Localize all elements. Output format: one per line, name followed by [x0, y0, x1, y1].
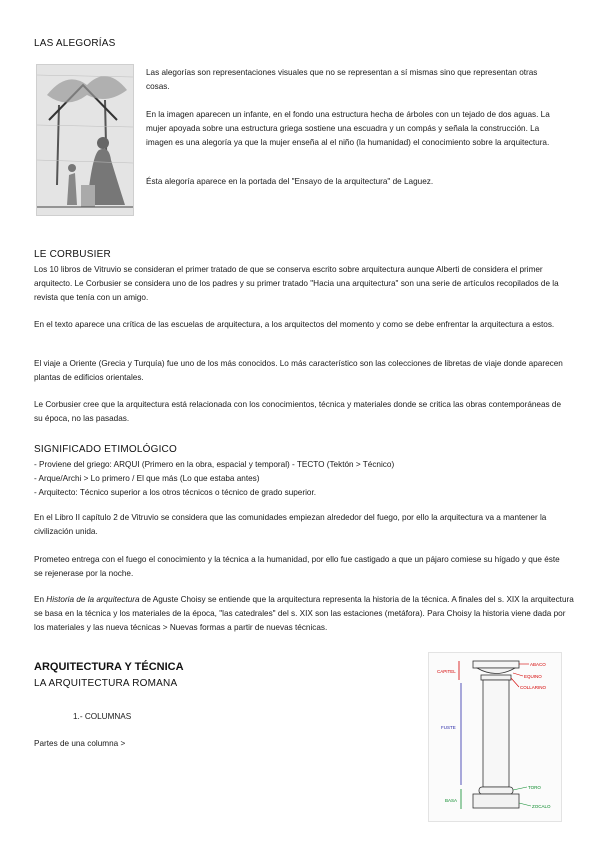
collarino-label: COLLARINO [520, 685, 547, 690]
column-parts-diagram [428, 652, 562, 822]
list-item-columnas: 1.- COLUMNAS [73, 712, 132, 721]
abaco-label: ABACO [530, 662, 546, 667]
heading-arquitectura-tecnica: ARQUITECTURA Y TÉCNICA [34, 661, 184, 673]
paragraph-choisy-rest: de Aguste Choisy se entiende que la arquitectura representa la historia de la técnica. A finales del s. XIX la arquitectura se basa en la técnica y los materiales de la época, "las catedrales" del s. XIX son las estaciones (metáfora). Para Choisy la historia viene dada por los materiales y las nueva técnicas > Nuevas formas a partir de nuevas técnicas. [34, 595, 574, 632]
heading-le-corbusier: LE CORBUSIER [34, 249, 111, 260]
paragraph-alegorias-3: Ésta alegoría aparece en la portada del "Ensayo de la arquitectura" de Laguez. [146, 177, 434, 186]
list-item: - Arquitecto: Técnico superior a los otros técnicos o técnico de grado superior. [34, 487, 317, 497]
paragraph-corbusier-3: El viaje a Oriente (Grecia y Turquía) fue uno de los más conocidos. Lo más característico son las colecciones de libretas de viaje donde aparecen plantas de edificios orientales. [34, 359, 563, 382]
fuste-label: FUSTE [441, 725, 456, 730]
heading-alegorias: LAS ALEGORÍAS [34, 38, 116, 49]
list-item: - Proviene del griego: ARQUI (Primero en la obra, espacial y temporal) - TECTO (Tektón > Técnico) [34, 460, 395, 469]
etymology-list [34, 458, 574, 499]
paragraph-corbusier-1: Los 10 libros de Vitruvio se consideran el primer tratado de que se conserva escrito sobre arquitectura aunque Alberti de considera el primer arquitecto. Le Corbusier se considera uno de los padres y su primer tratado "Hacia una arquitectura" son una serie de artículos recopilados de la revista que tenía con un amigo. [34, 265, 559, 302]
heading-significado-etimologico: SIGNIFICADO ETIMOLÓGICO [34, 444, 177, 455]
list-item: - Arque/Archi > Lo primero / El que más (Lo que estaba antes) [34, 473, 260, 483]
paragraph-vitruvio-fuego: En el Libro II capítulo 2 de Vitruvio se considera que las comunidades empiezan alrededor del fuego, por ello la arquitectura va a mantener la civilización unida. [34, 513, 547, 536]
subheading-arquitectura-romana: LA ARQUITECTURA ROMANA [34, 678, 178, 689]
basa-label: BASA [445, 798, 458, 803]
paragraph-prometeo: Prometeo entrega con el fuego el conocimiento y la técnica a la humanidad, por ello fue castigado a que un pájaro comiese su hígado y que éste se rejenerase por la noche. [34, 555, 560, 578]
book-title: Historia de la arquitectura [46, 595, 140, 604]
paragraph-corbusier-2: En el texto aparece una crítica de las escuelas de arquitectura, a los arquitectos del momento y como se debe enfrentar la arquitectura a estos. [34, 320, 555, 329]
paragraph-alegorias-2: En la imagen aparecen un infante, en el fondo una estructura hecha de árboles con un tejado de dos aguas. La mujer apoyada sobre una estructura griega sostiene una escuadra y un compás y señala la construcción. La imagen es una alegoría ya que la mujer enseña al el niño (la humanidad) el conocimiento sobre la arquitectura. [146, 110, 550, 147]
equino-label: EQUINO [524, 674, 542, 679]
capitel-label: CAPITEL [437, 669, 456, 674]
allegory-engraving-image [36, 64, 134, 216]
toro-label: TORO [528, 785, 541, 790]
parts-of-column-text: Partes de una columna > [34, 739, 126, 748]
paragraph-corbusier-4: Le Corbusier cree que la arquitectura está relacionada con los conocimientos, técnica y materiales donde se critica las obras contemporáneas de su época, no las pasadas. [34, 400, 562, 423]
zocalo-label: ZOCALO [532, 804, 551, 809]
paragraph-choisy [34, 593, 574, 634]
paragraph-alegorias-1: Las alegorías son representaciones visuales que no se representan a sí mismas sino que representan otras cosas. [146, 68, 538, 91]
paragraph-choisy-prefix: En [34, 595, 47, 604]
